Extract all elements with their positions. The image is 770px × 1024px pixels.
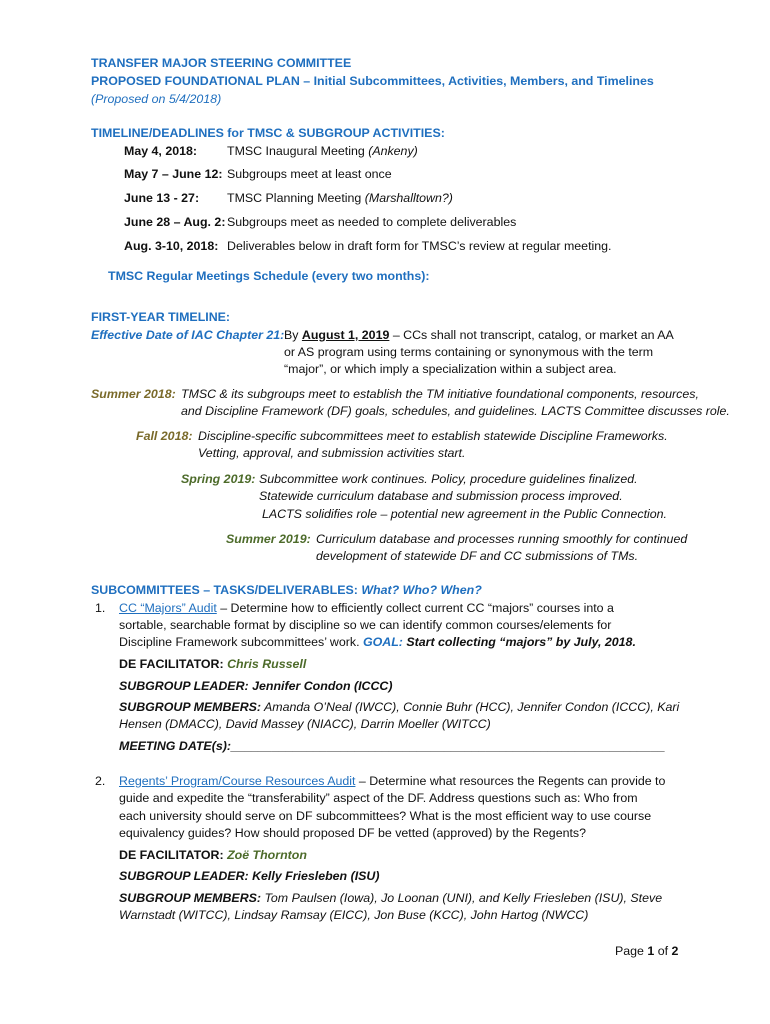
timeline-text: Deliverables below in draft form for TMSC’s review at regular meeting.: [227, 239, 612, 253]
effective-date-line: “major”, or which imply a specialization within a subject area.: [284, 362, 617, 376]
timeline-date: June 28 – Aug. 2:: [124, 215, 226, 229]
item-description: guide and expedite the “transferability” aspect of the DF. Address questions such as: Who from: [119, 791, 638, 805]
fall-2018-text: Discipline-specific subcommittees meet to establish statewide Discipline Frameworks.: [198, 429, 668, 443]
facilitator-name: Chris Russell: [227, 657, 307, 671]
fall-2018-label: Fall 2018:: [136, 429, 193, 443]
first-year-heading: FIRST-YEAR TIMELINE:: [91, 310, 231, 324]
page-number: Page 1 of 2: [615, 944, 679, 958]
item-description: CC “Majors” Audit – Determine how to efficiently collect current CC “majors” courses into a: [119, 601, 614, 615]
item-title-link: Regents’ Program/Course Resources Audit: [119, 774, 356, 788]
item-description: Regents’ Program/Course Resources Audit – Determine what resources the Regents can provide to: [119, 774, 666, 788]
doc-subtitle: PROPOSED FOUNDATIONAL PLAN – Initial Subcommittees, Activities, Members, and Timelines: [91, 74, 654, 88]
goal-label: GOAL:: [362, 635, 403, 649]
goal-text: Start collecting “majors” by July, 2018.: [402, 635, 636, 649]
subgroup-members: Warnstadt (WITCC), Lindsay Ramsay (EICC), Jon Buse (KCC), John Hartog (NWCC): [119, 908, 589, 922]
subcommittees-heading: SUBCOMMITTEES – TASKS/DELIVERABLES: What? Who? When?: [91, 583, 482, 597]
regular-meetings-heading: TMSC Regular Meetings Schedule (every two months):: [108, 269, 430, 283]
proposed-date: (Proposed on 5/4/2018): [91, 92, 222, 106]
spring-2019-text: Subcommittee work continues. Policy, procedure guidelines finalized.: [259, 472, 638, 486]
effective-date-label: Effective Date of IAC Chapter 21:: [91, 328, 285, 342]
subgroup-leader: SUBGROUP LEADER: Kelly Friesleben (ISU): [119, 869, 380, 883]
timeline-date: Aug. 3-10, 2018:: [124, 239, 219, 253]
timeline-text: TMSC Inaugural Meeting (Ankeny): [227, 144, 418, 158]
summer-2019-label: Summer 2019:: [226, 532, 311, 546]
facilitator-line: DE FACILITATOR: Chris Russell: [119, 657, 307, 671]
spring-2019-text: LACTS solidifies role – potential new agreement in the Public Connection.: [262, 507, 667, 521]
item-description: each university should serve on DF subcommittees? What is the most efficient way to use course: [119, 809, 652, 823]
meeting-dates-blank: _______________________________________________________________: [230, 739, 666, 753]
subgroup-members: SUBGROUP MEMBERS: Tom Paulsen (Iowa), Jo Loonan (UNI), and Kelly Friesleben (ISU), Steve: [119, 891, 663, 905]
item-description: Discipline Framework subcommittees’ work. GOAL: Start collecting “majors” by July, 2018.: [119, 635, 636, 649]
timeline-text: Subgroups meet at least once: [227, 167, 392, 181]
timeline-text: TMSC Planning Meeting (Marshalltown?): [227, 191, 453, 205]
timeline-heading: TIMELINE/DEADLINES for TMSC & SUBGROUP ACTIVITIES:: [91, 126, 445, 140]
facilitator-line: DE FACILITATOR: Zoë Thornton: [119, 848, 307, 862]
item-number: 2.: [95, 774, 106, 788]
item-title-link: CC “Majors” Audit: [119, 601, 217, 615]
effective-date-line: or AS program using terms containing or synonymous with the term: [284, 345, 654, 359]
timeline-text: Subgroups meet as needed to complete deliverables: [227, 215, 517, 229]
effective-date-line: By August 1, 2019 – CCs shall not transcript, catalog, or market an AA: [284, 328, 674, 342]
facilitator-name: Zoë Thornton: [227, 848, 307, 862]
item-description: sortable, searchable format by discipline so we can identify common courses/elements for: [119, 618, 612, 632]
summer-2019-text: development of statewide DF and CC submissions of TMs.: [316, 549, 639, 563]
doc-title: TRANSFER MAJOR STEERING COMMITTEE: [91, 56, 352, 70]
subgroup-leader: SUBGROUP LEADER: Jennifer Condon (ICCC): [119, 679, 393, 693]
summer-2018-label: Summer 2018:: [91, 387, 176, 401]
subgroup-members: SUBGROUP MEMBERS: Amanda O’Neal (IWCC), Connie Buhr (HCC), Jennifer Condon (ICCC), Kari: [119, 700, 680, 714]
item-number: 1.: [95, 601, 106, 615]
effective-date-value: August 1, 2019: [301, 328, 390, 342]
item-description: equivalency guides? How should proposed DF be vetted (approved) by the Regents?: [119, 826, 587, 840]
summer-2018-text: TMSC & its subgroups meet to establish the TM initiative foundational components, resources,: [181, 387, 699, 401]
fall-2018-text: Vetting, approval, and submission activities start.: [198, 446, 466, 460]
timeline-date: May 7 – June 12:: [124, 167, 223, 181]
timeline-date: June 13 - 27:: [124, 191, 200, 205]
meeting-dates: MEETING DATE(s):_______________________________________________________________: [119, 739, 666, 753]
timeline-date: May 4, 2018:: [124, 144, 198, 158]
summer-2019-text: Curriculum database and processes running smoothly for continued: [316, 532, 688, 546]
summer-2018-text: and Discipline Framework (DF) goals, schedules, and guidelines. LACTS Committee discusses role.: [181, 404, 730, 418]
spring-2019-label: Spring 2019:: [181, 472, 256, 486]
subgroup-members: Hensen (DMACC), David Massey (NIACC), Darrin Moeller (WITCC): [119, 717, 491, 731]
spring-2019-text: Statewide curriculum database and submission process improved.: [259, 489, 623, 503]
